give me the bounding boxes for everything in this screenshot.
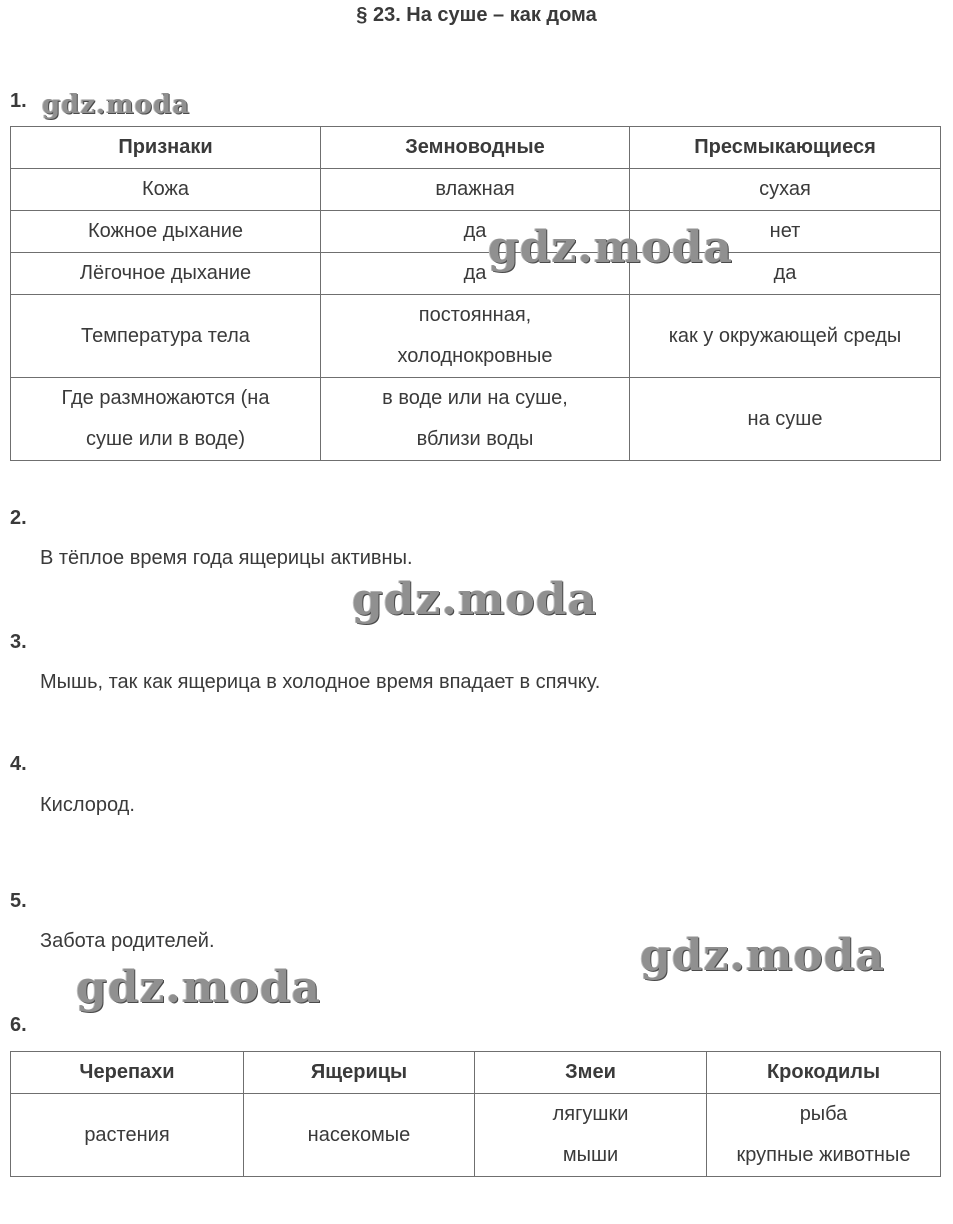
header-cell: Крокодилы (707, 1052, 941, 1094)
section-2-number: 2. (10, 507, 27, 529)
comparison-table (10, 126, 941, 461)
table-cell (321, 295, 630, 378)
answer-2: В тёплое время года ящерицы активны. (40, 547, 413, 569)
table-header-row (11, 127, 941, 169)
cell-line: постоянная, (418, 304, 532, 326)
table-row (11, 169, 941, 211)
header-cell: Земноводные (321, 127, 630, 169)
table-cell (707, 1094, 941, 1177)
table-cell: Кожное дыхание (11, 211, 321, 253)
table-cell: да (630, 253, 941, 295)
section-6-number: 6. (10, 1014, 27, 1036)
table-cell (321, 378, 630, 461)
table-cell: растения (11, 1094, 244, 1177)
table-cell: да (321, 253, 630, 295)
cell-line: в воде или на суше, (382, 387, 568, 409)
header-cell: Пресмыкающиеся (630, 127, 941, 169)
cell-line: вблизи воды (416, 428, 534, 450)
page-title: § 23. На суше – как дома (356, 4, 597, 26)
cell-line: мыши (562, 1144, 619, 1166)
header-cell: Признаки (11, 127, 321, 169)
table-row (11, 211, 941, 253)
diet-table (10, 1051, 941, 1177)
section-4-number: 4. (10, 753, 27, 775)
answer-5: Забота родителей. (40, 930, 215, 952)
table-row (11, 295, 941, 378)
table-cell: Кожа (11, 169, 321, 211)
cell-line: холоднокровные (397, 345, 553, 367)
table-row (11, 1094, 941, 1177)
table-cell: сухая (630, 169, 941, 211)
cell-line: крупные животные (736, 1144, 911, 1166)
cell-line: Где размножаются (на (61, 387, 270, 409)
header-cell: Ящерицы (244, 1052, 475, 1094)
table-cell (475, 1094, 707, 1177)
section-1-number: 1. (10, 90, 27, 112)
table-cell: насекомые (244, 1094, 475, 1177)
table-cell: Лёгочное дыхание (11, 253, 321, 295)
watermark-logo: gdz.moda (76, 962, 322, 1013)
header-cell: Змеи (475, 1052, 707, 1094)
answer-4: Кислород. (40, 794, 135, 816)
cell-line: лягушки (552, 1103, 629, 1125)
table-header-row (11, 1052, 941, 1094)
section-3-number: 3. (10, 631, 27, 653)
table-cell: да (321, 211, 630, 253)
table-cell: на суше (630, 378, 941, 461)
table-cell: влажная (321, 169, 630, 211)
table-cell: нет (630, 211, 941, 253)
table-row (11, 253, 941, 295)
watermark-logo: gdz.moda (352, 574, 598, 625)
watermark-logo: gdz.moda (488, 222, 734, 273)
answer-3: Мышь, так как ящерица в холодное время впадает в спячку. (40, 671, 601, 693)
cell-line: суше или в воде) (85, 428, 245, 450)
table-row (11, 378, 941, 461)
header-cell: Черепахи (11, 1052, 244, 1094)
section-5-number: 5. (10, 890, 27, 912)
table-cell: Температура тела (11, 295, 321, 378)
table-cell (11, 378, 321, 461)
watermark-logo: gdz.moda (42, 90, 191, 120)
table-cell: как у окружающей среды (630, 295, 941, 378)
cell-line: рыба (799, 1103, 848, 1125)
watermark-logo: gdz.moda (640, 930, 886, 981)
